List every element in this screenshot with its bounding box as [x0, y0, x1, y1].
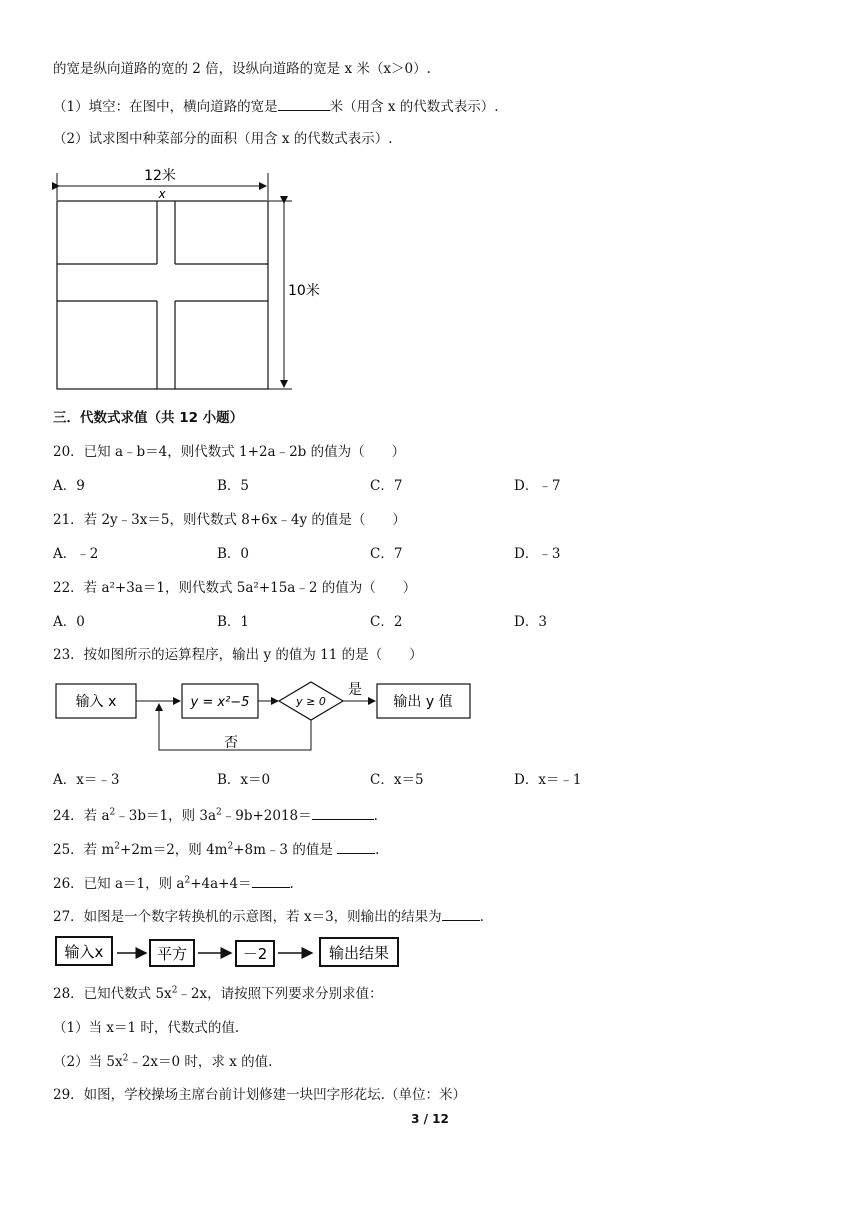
q21-option-c[interactable]: C．7	[370, 546, 403, 562]
question-2: （2）试求图中种菜部分的面积（用含 x 的代数式表示）.	[53, 131, 393, 147]
q25	[53, 839, 379, 859]
q23-option-c[interactable]: C．x＝5	[370, 772, 424, 788]
q28-text-b: ﹣2x，请按照下列要求分别求值：	[177, 986, 383, 1002]
q25-sup-1: 2	[114, 841, 121, 852]
q28-stem	[53, 985, 383, 1003]
q28-sup: 2	[171, 985, 178, 996]
q20-option-b[interactable]: B．5	[217, 478, 250, 494]
q23-option-b[interactable]: B．x＝0	[217, 772, 271, 788]
machine-input-label: 输入x	[64, 943, 104, 961]
q28-sub2-sup: 2	[122, 1053, 129, 1064]
height-label: 10米	[288, 283, 320, 299]
road-width-var: x	[158, 187, 166, 201]
q21-option-d[interactable]: D．﹣3	[514, 546, 561, 562]
page-number: 3 / 12	[411, 1112, 449, 1126]
q26-text-a: 26．已知 a＝1，则 a	[53, 876, 185, 892]
q25-sup-2: 2	[227, 841, 234, 852]
q1-text-b: 米（用含 x 的代数式表示）.	[329, 99, 499, 115]
q28-sub-1: （1）当 x＝1 时，代数式的值.	[53, 1020, 240, 1036]
q23-option-d[interactable]: D．x＝﹣1	[514, 772, 582, 788]
q24-answer-blank[interactable]	[312, 805, 374, 820]
flow-yes-label: 是	[348, 682, 362, 698]
q24-text-c: ﹣9b+2018＝	[221, 808, 312, 824]
q20-option-c[interactable]: C．7	[370, 478, 403, 494]
flow-formula-label: y = x²−5	[190, 695, 250, 710]
machine-square-label: 平方	[156, 945, 188, 963]
q1-text-a: （1）填空：在图中，横向道路的宽是	[53, 99, 278, 115]
q24-text-d: .	[373, 808, 378, 824]
section-title: 三．代数式求值（共 12 小题）	[53, 410, 244, 426]
q27-text-b: .	[479, 909, 484, 925]
garden-outline	[57, 201, 268, 389]
q26-sup: 2	[184, 875, 191, 886]
flow-input-label: 输入 x	[75, 694, 117, 710]
machine-minus-label: －2	[242, 945, 268, 963]
q22-option-a[interactable]: A．0	[53, 614, 85, 630]
q26	[53, 873, 294, 893]
q28-sub2-text-a: （2）当 5x	[53, 1054, 123, 1070]
q20-stem: 20．已知 a﹣b＝4，则代数式 1+2a﹣2b 的值为（ ）	[53, 444, 406, 460]
flow-condition-label: y ≥ 0	[296, 695, 326, 708]
number-machine-diagram	[55, 934, 405, 970]
q22-option-b[interactable]: B．1	[217, 614, 250, 630]
q25-text-a: 25．若 m	[53, 842, 115, 858]
q25-text-c: +8m﹣3 的值是	[233, 842, 338, 858]
q21-stem: 21．若 2y﹣3x＝5，则代数式 8+6x﹣4y 的值是（ ）	[53, 512, 406, 528]
q21-option-a[interactable]: A．﹣2	[53, 546, 99, 562]
q26-text-b: +4a+4＝	[190, 876, 252, 892]
q27	[53, 906, 484, 926]
garden-figure	[50, 160, 330, 392]
q23-stem: 23．按如图所示的运算程序，输出 y 的值为 11 的是（ ）	[53, 647, 423, 663]
q28-sub-2	[53, 1053, 272, 1071]
q23-option-a[interactable]: A．x＝﹣3	[53, 772, 120, 788]
q25-answer-blank[interactable]	[337, 839, 375, 854]
intro-line-1: 的宽是纵向道路的宽的 2 倍，设纵向道路的宽是 x 米（x＞0）.	[53, 61, 431, 77]
q27-text-a: 27．如图是一个数字转换机的示意图，若 x＝3，则输出的结果为	[53, 909, 442, 925]
flow-no-label: 否	[224, 735, 238, 751]
q26-text-c: .	[289, 876, 294, 892]
q28-sub2-text-b: ﹣2x＝0 时，求 x 的值.	[128, 1054, 273, 1070]
q22-option-d[interactable]: D．3	[514, 614, 547, 630]
q21-option-b[interactable]: B．0	[217, 546, 250, 562]
q20-option-a[interactable]: A．9	[53, 478, 85, 494]
program-flowchart	[55, 676, 475, 756]
flow-output-label: 输出 y 值	[393, 694, 453, 710]
width-label: 12米	[144, 168, 176, 184]
q24-sup-2: 2	[216, 807, 222, 818]
q29-stem: 29．如图，学校操场主席台前计划修建一块凹字形花坛.（单位：米）	[53, 1087, 466, 1103]
q24	[53, 805, 378, 825]
q20-option-d[interactable]: D．﹣7	[514, 478, 561, 494]
q22-stem: 22．若 a²+3a＝1，则代数式 5a²+15a﹣2 的值为（ ）	[53, 580, 417, 596]
q25-text-d: .	[375, 842, 380, 858]
q26-answer-blank[interactable]	[252, 873, 290, 888]
machine-output-label: 输出结果	[328, 944, 390, 962]
q22-option-c[interactable]: C．2	[370, 614, 403, 630]
q27-answer-blank[interactable]	[442, 906, 480, 921]
question-1-fill	[53, 96, 499, 116]
q24-text-a: 24．若 a	[53, 808, 110, 824]
q28-text-a: 28．已知代数式 5x	[53, 986, 172, 1002]
q25-text-b: +2m＝2，则 4m	[120, 842, 228, 858]
q24-text-b: ﹣3b＝1，则 3a	[115, 808, 217, 824]
answer-blank[interactable]	[278, 96, 330, 111]
q24-sup-1: 2	[109, 807, 116, 818]
